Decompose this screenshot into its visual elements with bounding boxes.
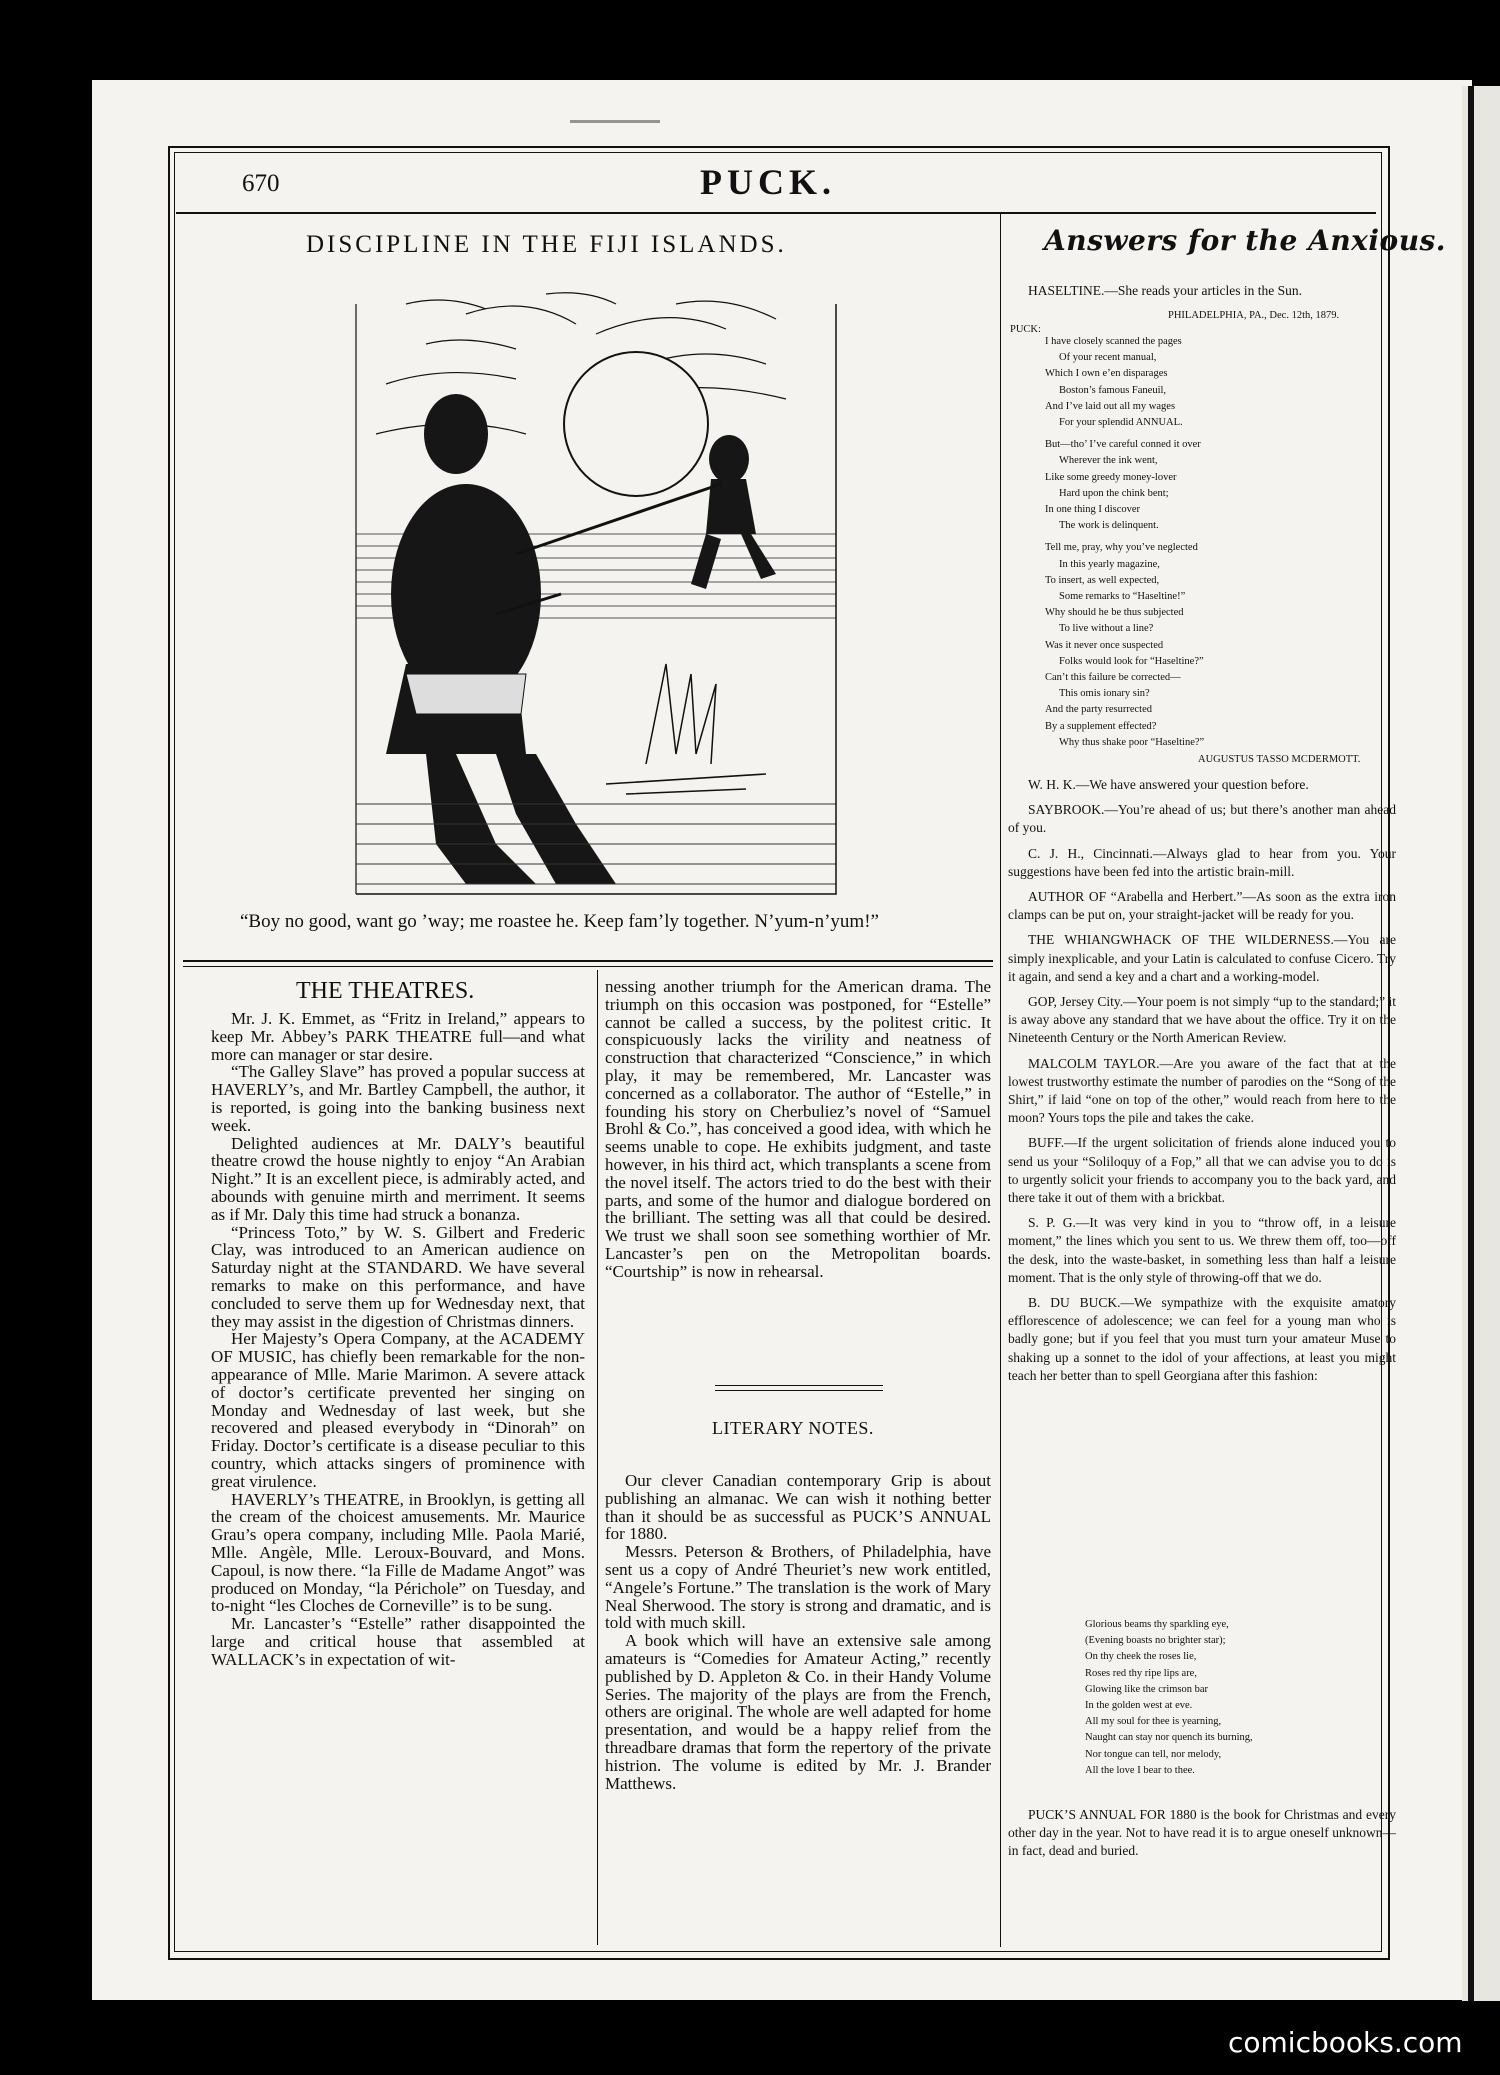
literary-paragraph: A book which will have an extensive sale among amateurs is “Comedies for Amateur Acting,” recently published by D. Appleton & Co. in their Handy Volume Series. The majority of the plays are from the French, others are original. The whole are well adapted for home presentation, and would be a happy relief from the threadbare dramas that form the repertory of the private histrion. The volume is edited by Mr. J. Brander Matthews.: [605, 1631, 991, 1793]
section-divider-thin: [715, 1390, 883, 1391]
poem-line: By a supplement effected?: [1045, 720, 1157, 732]
theatres-paragraph: Mr. J. K. Emmet, as “Fritz in Ireland,” appears to keep Mr. Abbey’s PARK THEATRE full—and what more can manager or star desire.: [211, 1009, 585, 1064]
answer-item: AUTHOR OF “Arabella and Herbert.”—As soon as the extra iron clamps can be put on, your straight-jacket will be ready for you.: [1008, 889, 1396, 923]
poem-line: In one thing I discover: [1045, 504, 1141, 516]
poem-line: All my soul for thee is yearning,: [1085, 1716, 1222, 1728]
cartoon-caption: “Boy no good, want go ’way; me roastee he. Keep fam’ly together. N’yum-n’yum!”: [240, 911, 879, 932]
salutation: PUCK:: [1010, 324, 1041, 335]
theatres-paragraph: “Princess Toto,” by W. S. Gilbert and Frederic Clay, was introduced to an American audience on Saturday night at the STANDARD. We have several remarks to make on this performance, and have concluded to serve them up for Wednesday next, that they may assist in the digestion of Christmas dinners.: [211, 1222, 585, 1331]
poem-line: This omis ionary sin?: [1059, 688, 1150, 700]
poem-line: The work is delinquent.: [1059, 520, 1159, 532]
poem-line: Hard upon the chink bent;: [1059, 487, 1169, 499]
poem-line: Of your recent manual,: [1059, 352, 1157, 364]
answer-item: S. P. G.—It was very kind in you to “throw off, in a leisure moment,” the lines which you sent to us. We threw them off, too—off the desk, into the waste-basket, in something less than half a leisure moment. That is the only style of throwing-off that we do.: [1008, 1215, 1396, 1285]
watermark: comicbooks.com: [1228, 2026, 1463, 2059]
section-divider: [715, 1385, 883, 1386]
closing-paragraph: PUCK’S ANNUAL FOR 1880 is the book for Christmas and every other day in the year. Not to have read it is to argue oneself unknown—in fact, dead and buried.: [1008, 1807, 1396, 1859]
poem-line: Why should he be thus subjected: [1045, 607, 1184, 619]
ink-smudge: [570, 120, 660, 123]
poem-line: In the golden west at eve.: [1085, 1700, 1193, 1712]
answer-haseltine: HASELTINE.—She reads your articles in the Sun.: [1028, 283, 1302, 298]
poem-line: Like some greedy money-lover: [1045, 471, 1177, 483]
cartoon-title: DISCIPLINE IN THE FIJI ISLANDS.: [306, 231, 787, 258]
column-rule-middle: [597, 970, 598, 1945]
literary-column: [605, 1472, 991, 1792]
answer-item: GOP, Jersey City.—Your poem is not simply “up to the standard;” it is away above any standard that we have about the office. Try it on the Nineteenth Century or the North American Review.: [1008, 994, 1396, 1046]
poem-line: Nor tongue can tell, nor melody,: [1085, 1748, 1222, 1760]
closing-note: [1008, 1806, 1396, 1868]
poem-line: All the love I bear to thee.: [1085, 1764, 1195, 1776]
answer-item: BUFF.—If the urgent solicitation of friends alone induced you to send us your “Soliloquy of a Fop,” all that we can advise you to do is to urgently solicit your friends to accompany you to the back yard, and there take it out of them with a brickbat.: [1008, 1135, 1396, 1206]
poem-line: On thy cheek the roses lie,: [1085, 1651, 1197, 1663]
poem-line: But—tho’ I’ve careful conned it over: [1045, 439, 1201, 451]
poem-line: In this yearly magazine,: [1059, 558, 1160, 570]
answer-item: C. J. H., Cincinnati.—Always glad to hear from you. Your suggestions have been fed into the artistic brain-mill.: [1008, 845, 1396, 879]
poem-line: Tell me, pray, why you’ve neglected: [1045, 542, 1198, 554]
poem-line: To insert, as well expected,: [1045, 574, 1160, 586]
poem-line: I have closely scanned the pages: [1045, 336, 1182, 347]
poem-line: Naught can stay nor quench its burning,: [1085, 1732, 1253, 1744]
header-rule: [176, 212, 1376, 214]
poem-line: To live without a line?: [1059, 623, 1154, 635]
cartoon-bottom-rule: [183, 960, 993, 962]
theatres-heading: THE THEATRES.: [296, 978, 475, 1004]
answer-item: THE WHIANGWHACK OF THE WILDERNESS.—You are simply inexplicable, and your Latin is calculated to confuse Cicero. Try it again, and send a key and a chart and a working-model.: [1008, 932, 1396, 984]
cartoon-bottom-rule-thin: [183, 966, 993, 967]
theatres-continuation: nessing another triumph for the American drama. The triumph on this occasion was postponed, for “Estelle” cannot be called a success, by the politest critic. It conspicuously lacks the virility and neatness of construction that characterized “Conscience,” in which play, it may be remembered, Mr. Lancaster was concerned as a collaborator. The author of “Estelle,” in founding his story on Cherbuliez’s novel of “Samuel Brohl & Co.”, has conceived a good idea, with which he seems unable to cope. He exhibits judgment, and taste however, in his third act, which transplants a scene from the novel itself. The actors tried to do the best with their parts, and some of the humor and dialogue bordered on the brilliant. The setting was all that could be desired. We trust we shall soon see something worthier of Mr. Lancaster’s pen on the Metropolitan boards. “Courtship” is now in rehearsal.: [605, 977, 991, 1281]
haseltine-poem: [1045, 334, 1204, 751]
answers-list: [1008, 776, 1396, 1392]
poem-line: Why thus shake poor “Haseltine?”: [1059, 736, 1205, 748]
poem-signature: AUGUSTUS TASSO MCDERMOTT.: [1198, 754, 1361, 765]
poem-line: For your splendid ANNUAL.: [1059, 417, 1183, 429]
theatres-column: [211, 1010, 585, 1668]
poem-line: Glowing like the crimson bar: [1085, 1683, 1209, 1695]
answers-intro: [1008, 282, 1396, 302]
theatres-paragraph: Her Majesty’s Opera Company, at the ACADEMY OF MUSIC, has chiefly been remarkable for the non-appearance of Mlle. Marie Marimon. A severe attack of doctor’s certificate prevented her singing on Monday and Wednesday of last week, but she recovered and pleased everybody in “Dinorah” on Friday. Doctor’s certificate is a disease peculiar to this country, which attacks singers of prominence with great virulence.: [211, 1329, 585, 1491]
answers-heading: Answers for the Anxious.: [1044, 224, 1447, 257]
page-number: 670: [242, 170, 280, 197]
theatres-continuation-column: [605, 978, 991, 1281]
poem-line: And I’ve laid out all my wages: [1045, 400, 1176, 412]
dateline: PHILADELPHIA, PA., Dec. 12th, 1879.: [1168, 310, 1340, 321]
masthead: PUCK.: [700, 162, 836, 202]
poem-line: Was it never once suspected: [1045, 639, 1164, 651]
poem-line: Boston’s famous Faneuil,: [1059, 384, 1167, 396]
poem-line: Some remarks to “Haseltine!”: [1059, 591, 1186, 603]
spine-edge: [1468, 86, 1474, 2001]
answer-item: SAYBROOK.—You’re ahead of us; but there’s another man ahead of you.: [1008, 802, 1396, 836]
poem-line: Can’t this failure be corrected—: [1045, 672, 1181, 684]
answer-item: B. DU BUCK.—We sympathize with the exquisite amatory efflorescence of adolescence; we can feel for a young man who is badly gone; but if you feel that you must turn your amateur Muse to shaking up a sonnet to the idol of your affections, at least you might teach her better than to spell Georgiana after this fashion:: [1008, 1295, 1396, 1383]
column-rule-right: [1000, 212, 1001, 1947]
poem-line: (Evening boasts no brighter star);: [1085, 1635, 1226, 1647]
poem-line: Which I own e’en disparages: [1045, 368, 1168, 380]
literary-paragraph: Messrs. Peterson & Brothers, of Philadelphia, have sent us a copy of André Theuriet’s new work entitled, “Angele’s Fortune.” The translation is the work of Mary Neal Sherwood. The story is strong and dramatic, and is told with much skill.: [605, 1542, 991, 1633]
theatres-paragraph: HAVERLY’s THEATRE, in Brooklyn, is getting all the cream of the choicest amusements. Mr. Maurice Grau’s opera company, including Mlle. Paola Marié, Mlle. Angèle, Mlle. Leroux-Bouvard, and Mons. Capoul, is now there. “la Fille de Madame Angot” was produced on Monday, “la Périchole” on Tuesday, and to-night “les Cloches de Corneville” is to be sung.: [211, 1489, 585, 1616]
theatres-paragraph: Mr. Lancaster’s “Estelle” rather disappointed the large and critical house that assembled at WALLACK’s in expectation of wit-: [211, 1614, 585, 1669]
cartoon-illustration: [346, 284, 846, 901]
literary-paragraph: Our clever Canadian contemporary Grip is about publishing an almanac. We can wish it nothing better than it should be as successful as PUCK’S ANNUAL for 1880.: [605, 1471, 991, 1544]
theatres-paragraph: “The Galley Slave” has proved a popular success at HAVERLY’s, and Mr. Bartley Campbell, the author, it is reported, is going into the banking business next week.: [211, 1062, 585, 1135]
poem-line: Wherever the ink went,: [1059, 455, 1158, 467]
georgiana-poem: [1085, 1617, 1253, 1779]
answer-item: MALCOLM TAYLOR.—Are you aware of the fact that at the lowest trustworthy estimate the number of parodies on the “Song of the Shirt,” if laid “one on top of the other,” would reach from here to the moon? Yours tops the pile and takes the cake.: [1008, 1055, 1396, 1126]
poem-line: And the party resurrected: [1045, 704, 1152, 716]
literary-heading: LITERARY NOTES.: [712, 1418, 874, 1438]
poem-line: Folks would look for “Haseltine?”: [1059, 655, 1204, 667]
theatres-paragraph: Delighted audiences at Mr. DALY’s beautiful theatre crowd the house nightly to enjoy “An Arabian Night.” It is an excellent piece, is admirably acted, and abounds with genuine mirth and merriment. It seems as if Mr. Daly this time had struck a bonanza.: [211, 1133, 585, 1224]
poem-line: Glorious beams thy sparkling eye,: [1085, 1619, 1229, 1630]
answer-item: W. H. K.—We have answered your question before.: [1028, 777, 1309, 792]
poem-line: Roses red thy ripe lips are,: [1085, 1667, 1197, 1679]
